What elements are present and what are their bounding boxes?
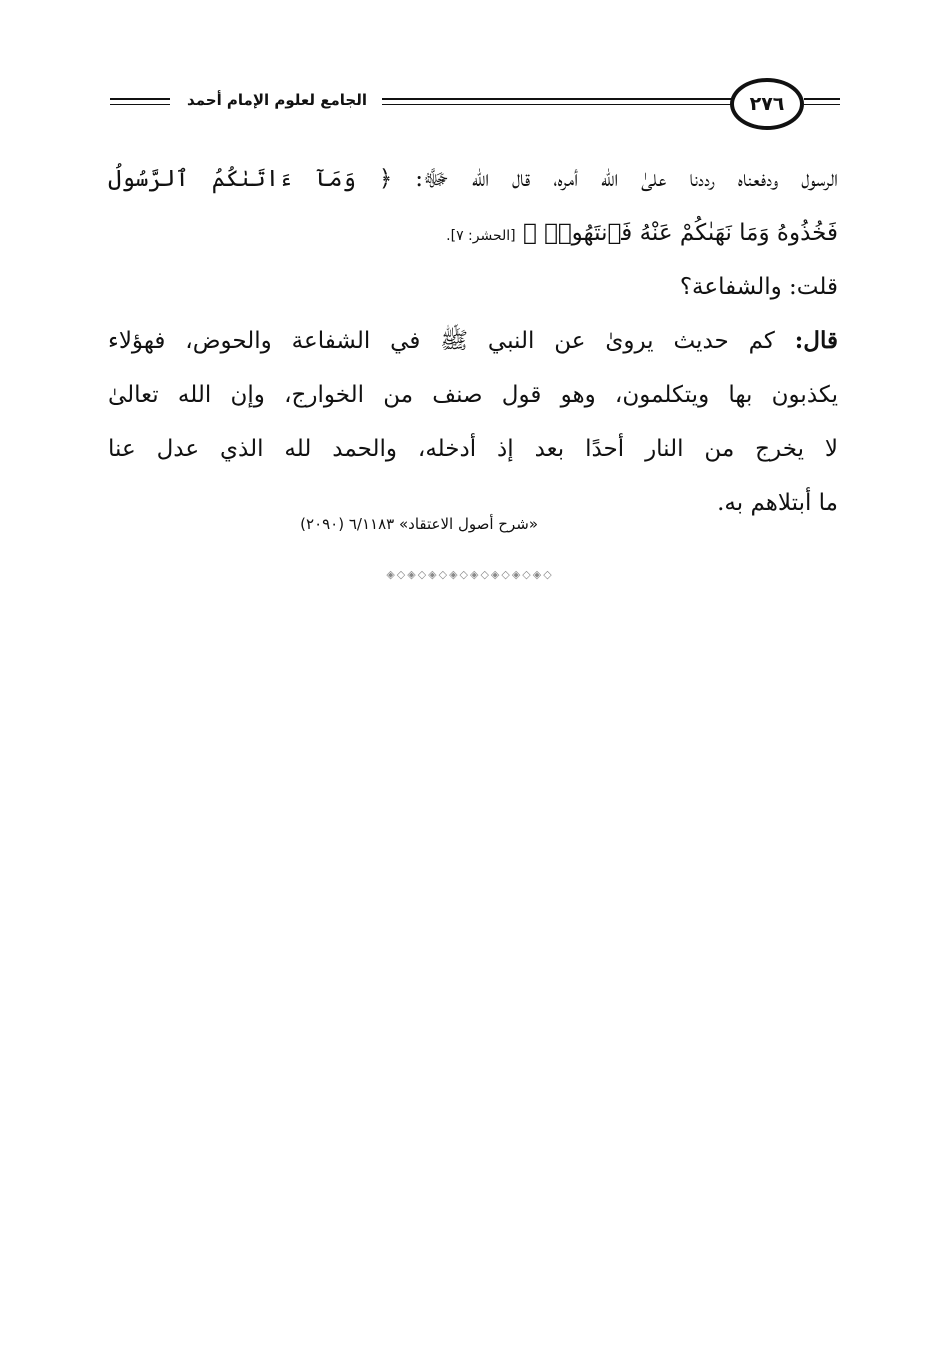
page-header: [110, 78, 840, 138]
text-line-2: [108, 206, 838, 260]
page-number-badge: [730, 78, 804, 130]
header-rule-center-top: [382, 98, 732, 100]
text-line-4-prose: كم حديث يروىٰ عن النبي ﷺ في الشفاعة والحوض، فهؤلاء: [108, 328, 795, 354]
text-line-4: [108, 314, 838, 368]
header-rule-center-bottom: [382, 104, 732, 105]
text-line-1-prose: الرسول ودفعناه رددنا علىٰ الله أمره، قال الله ﷻ:: [392, 166, 838, 192]
header-rule-left-top: [110, 98, 170, 100]
text-line-5: يكذبون بها ويتكلمون، وهو قول صنف من الخوارج، وإن الله تعالىٰ: [108, 382, 838, 408]
running-title: الجامع لعلوم الإمام أحمد: [172, 90, 382, 110]
text-line-3: قلت: والشفاعة؟: [679, 274, 838, 300]
text-line-6: لا يخرج من النار أحدًا بعد إذ أدخله، والحمد لله الذي عدل عنا: [108, 436, 838, 462]
header-rule-right-bottom: [804, 104, 840, 105]
main-text: [108, 152, 838, 530]
quran-verse-start: ﴿ وَمَآ ءَاتَىٰكُمُ ٱلرَّسُولُ: [108, 166, 393, 192]
source-reference: «شرح أصول الاعتقاد» ٦/١١٨٣ (٢٠٩٠): [300, 515, 538, 533]
text-line-7: ما أبتلاهم به.: [717, 490, 838, 516]
verse-citation: [الحشر: ٧].: [446, 228, 516, 244]
section-divider-ornament: ◈◇◈◇◈◇◈◇◈◇◈◇◈◇◈◇: [386, 568, 554, 581]
page-number: ٢٧٦: [749, 92, 785, 115]
answer-label: قال:: [794, 327, 838, 354]
header-rule-right-top: [804, 98, 840, 100]
quran-verse-end: فَخُذُوهُ وَمَا نَهَىٰكُمْ عَنْهُ فَٱنتَهُوا۟ ﴾: [515, 220, 838, 246]
text-line-1: [108, 152, 838, 206]
header-rule-left-bottom: [110, 104, 170, 105]
